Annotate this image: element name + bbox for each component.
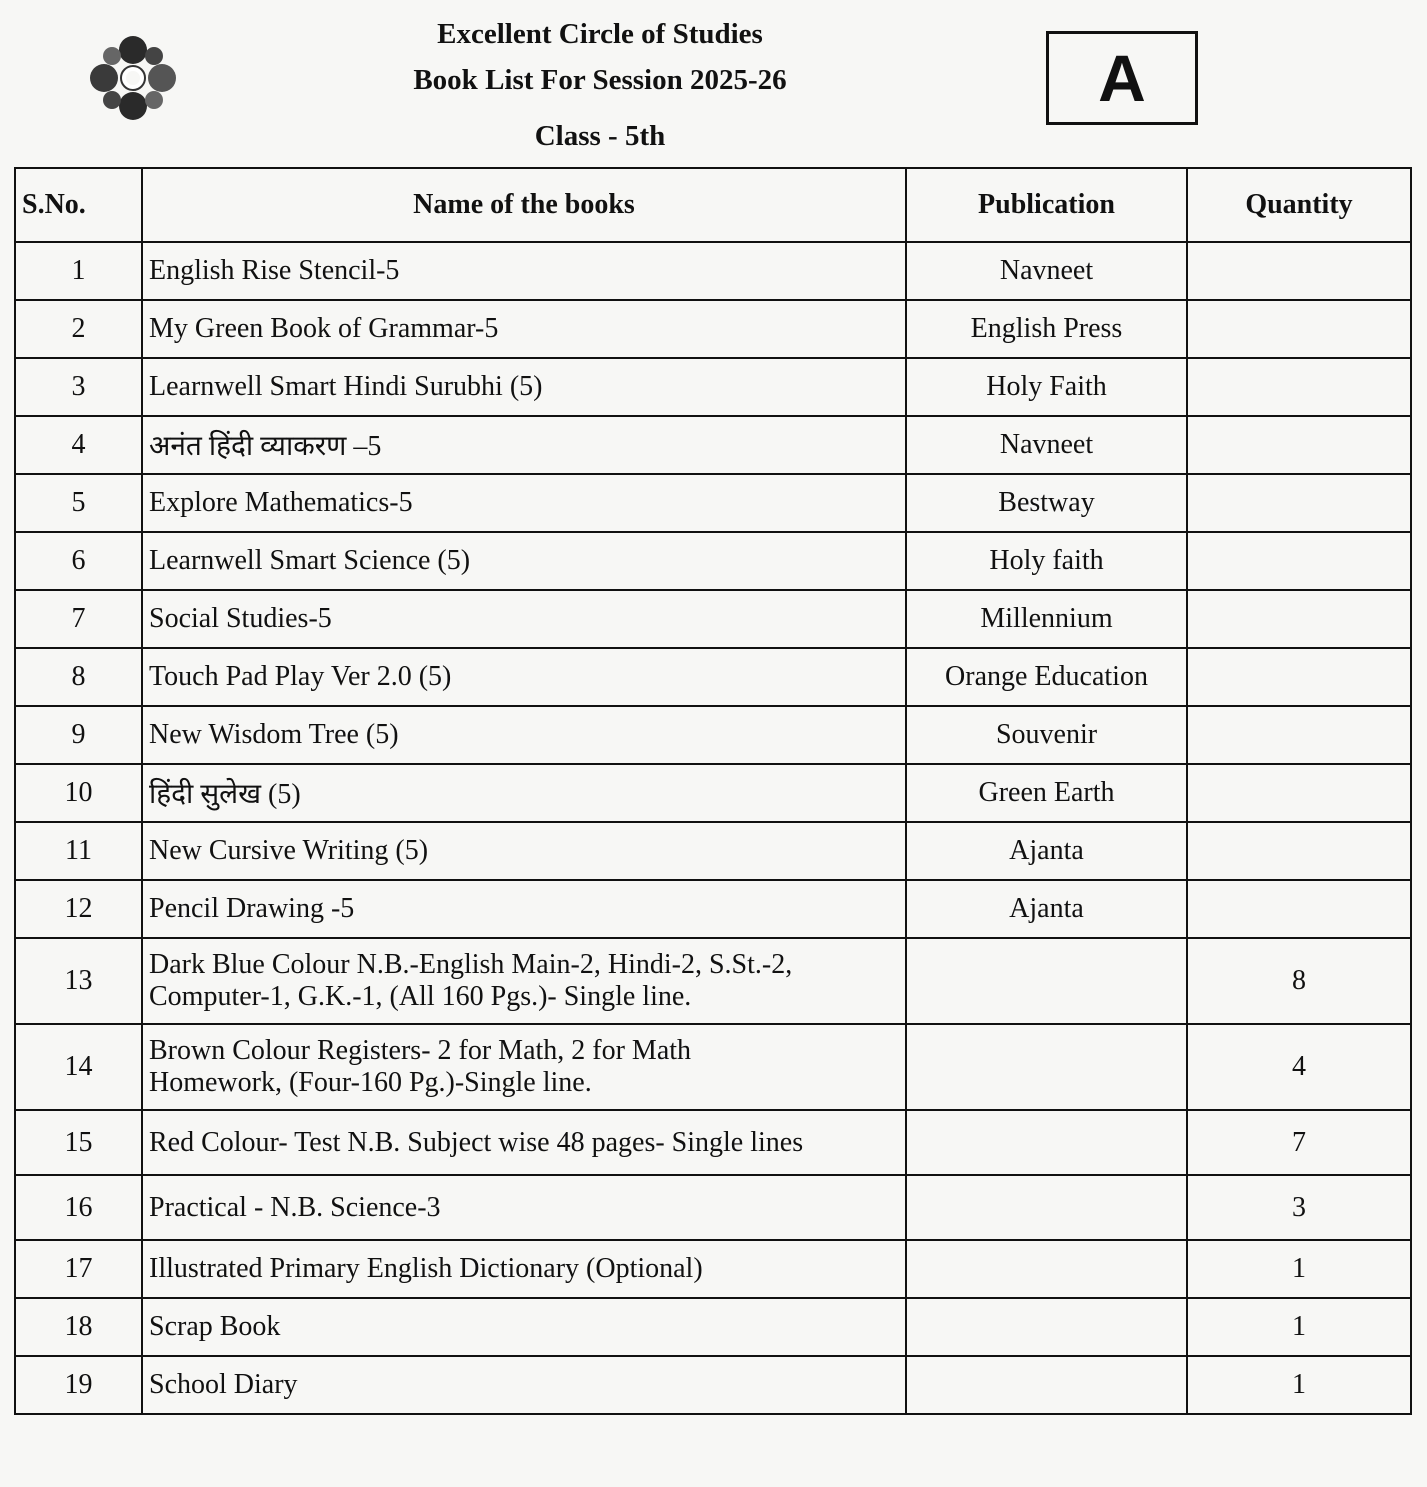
row-book-name: English Rise Stencil-5	[142, 242, 906, 300]
column-header-quantity: Quantity	[1187, 168, 1411, 242]
row-sno: 13	[15, 938, 142, 1024]
table-row	[15, 764, 1411, 822]
table-row	[15, 1024, 1411, 1110]
table-row	[15, 300, 1411, 358]
row-quantity	[1187, 532, 1411, 590]
row-quantity: 8	[1187, 938, 1411, 1024]
table-row	[15, 1175, 1411, 1240]
set-label: A	[1098, 41, 1146, 115]
row-publication	[906, 1298, 1187, 1356]
table-row	[15, 590, 1411, 648]
row-quantity: 4	[1187, 1024, 1411, 1110]
row-quantity	[1187, 416, 1411, 474]
row-sno: 2	[15, 300, 142, 358]
row-book-name: My Green Book of Grammar-5	[142, 300, 906, 358]
row-book-name: Social Studies-5	[142, 590, 906, 648]
table-row	[15, 474, 1411, 532]
row-quantity	[1187, 300, 1411, 358]
institution-name: Excellent Circle of Studies	[437, 18, 763, 50]
row-sno: 9	[15, 706, 142, 764]
row-sno: 16	[15, 1175, 142, 1240]
row-publication	[906, 1024, 1187, 1110]
table-row	[15, 938, 1411, 1024]
class-label: Class - 5th	[534, 120, 666, 152]
row-publication	[906, 1240, 1187, 1298]
row-sno: 1	[15, 242, 142, 300]
row-sno: 5	[15, 474, 142, 532]
row-book-name: अनंत हिंदी व्याकरण –5	[142, 416, 906, 474]
table-row	[15, 242, 1411, 300]
row-publication: Ajanta	[906, 822, 1187, 880]
row-publication: Millennium	[906, 590, 1187, 648]
row-publication	[906, 938, 1187, 1024]
row-sno: 10	[15, 764, 142, 822]
row-book-name: Learnwell Smart Science (5)	[142, 532, 906, 590]
row-book-name: Practical - N.B. Science-3	[142, 1175, 906, 1240]
row-publication	[906, 1175, 1187, 1240]
row-publication: Holy faith	[906, 532, 1187, 590]
row-publication	[906, 1356, 1187, 1414]
row-quantity	[1187, 764, 1411, 822]
row-publication: Ajanta	[906, 880, 1187, 938]
row-book-name: School Diary	[142, 1356, 906, 1414]
row-book-name-line: Brown Colour Registers- 2 for Math, 2 for Math	[149, 1035, 692, 1066]
row-sno: 14	[15, 1024, 142, 1110]
table-row	[15, 648, 1411, 706]
row-sno: 17	[15, 1240, 142, 1298]
row-quantity	[1187, 880, 1411, 938]
column-header-sno: S.No.	[15, 168, 142, 242]
row-quantity: 3	[1187, 1175, 1411, 1240]
row-book-name	[142, 938, 906, 1024]
table-row	[15, 880, 1411, 938]
row-quantity	[1187, 474, 1411, 532]
row-sno: 4	[15, 416, 142, 474]
row-book-name	[142, 1024, 906, 1110]
row-sno: 12	[15, 880, 142, 938]
row-book-name: New Wisdom Tree (5)	[142, 706, 906, 764]
row-sno: 6	[15, 532, 142, 590]
row-publication: Holy Faith	[906, 358, 1187, 416]
row-quantity	[1187, 358, 1411, 416]
row-sno: 7	[15, 590, 142, 648]
row-publication	[906, 1110, 1187, 1175]
row-quantity	[1187, 706, 1411, 764]
row-publication: Souvenir	[906, 706, 1187, 764]
school-logo-icon	[86, 34, 180, 122]
row-sno: 18	[15, 1298, 142, 1356]
table-row	[15, 1298, 1411, 1356]
row-publication: Bestway	[906, 474, 1187, 532]
table-row	[15, 822, 1411, 880]
row-book-name: Explore Mathematics-5	[142, 474, 906, 532]
table-row	[15, 706, 1411, 764]
row-quantity: 1	[1187, 1298, 1411, 1356]
table-row	[15, 1240, 1411, 1298]
row-quantity	[1187, 590, 1411, 648]
row-quantity: 1	[1187, 1356, 1411, 1414]
set-label-box	[1046, 31, 1198, 125]
table-row	[15, 416, 1411, 474]
row-book-name: Pencil Drawing -5	[142, 880, 906, 938]
row-book-name-line: Homework, (Four-160 Pg.)-Single line.	[149, 1067, 592, 1098]
document-title: Book List For Session 2025-26	[413, 64, 787, 96]
row-book-name: Scrap Book	[142, 1298, 906, 1356]
row-publication: English Press	[906, 300, 1187, 358]
table-row	[15, 1110, 1411, 1175]
row-publication: Navneet	[906, 242, 1187, 300]
row-publication: Orange Education	[906, 648, 1187, 706]
row-sno: 19	[15, 1356, 142, 1414]
row-book-name-line: Dark Blue Colour N.B.-English Main-2, Hindi-2, S.St.-2,	[149, 949, 793, 980]
table-header-row	[15, 168, 1411, 242]
row-publication: Green Earth	[906, 764, 1187, 822]
row-book-name: New Cursive Writing (5)	[142, 822, 906, 880]
row-book-name: हिंदी सुलेख (5)	[142, 764, 906, 822]
book-list-table	[14, 167, 1412, 1415]
table-row	[15, 1356, 1411, 1414]
row-quantity	[1187, 648, 1411, 706]
row-sno: 3	[15, 358, 142, 416]
column-header-name: Name of the books	[142, 168, 906, 242]
table-row	[15, 358, 1411, 416]
row-book-name: Touch Pad Play Ver 2.0 (5)	[142, 648, 906, 706]
row-sno: 8	[15, 648, 142, 706]
column-header-publication: Publication	[906, 168, 1187, 242]
row-quantity: 1	[1187, 1240, 1411, 1298]
table-row	[15, 532, 1411, 590]
row-quantity: 7	[1187, 1110, 1411, 1175]
row-book-name: Red Colour- Test N.B. Subject wise 48 pages- Single lines	[142, 1110, 906, 1175]
row-book-name: Illustrated Primary English Dictionary (Optional)	[142, 1240, 906, 1298]
row-quantity	[1187, 822, 1411, 880]
row-quantity	[1187, 242, 1411, 300]
row-book-name-line: Computer-1, G.K.-1, (All 160 Pgs.)- Single line.	[149, 981, 692, 1012]
row-sno: 11	[15, 822, 142, 880]
row-book-name: Learnwell Smart Hindi Surubhi (5)	[142, 358, 906, 416]
row-publication: Navneet	[906, 416, 1187, 474]
row-sno: 15	[15, 1110, 142, 1175]
